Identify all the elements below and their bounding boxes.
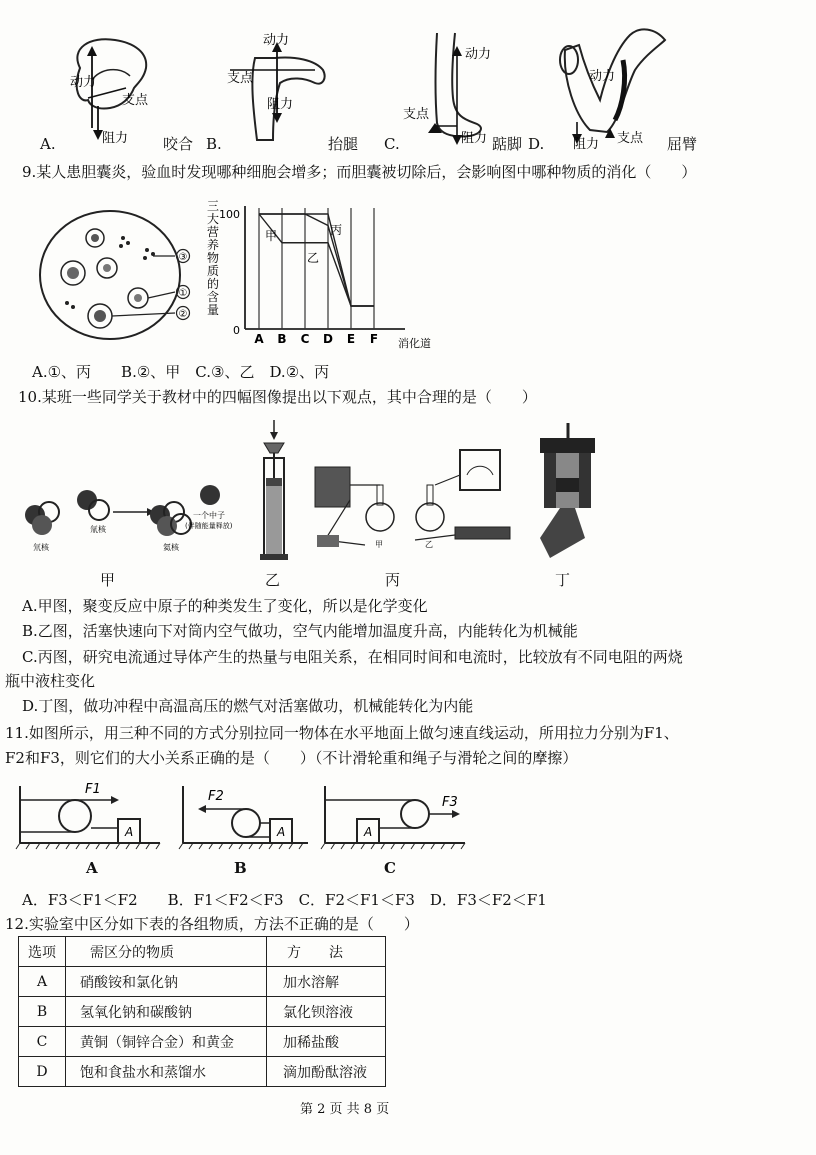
q10-option-d: D.丁图，做功冲程中高温高压的燃气对活塞做功，机械能转化为内能 <box>22 697 474 715</box>
q10-bing-flask-jia: 甲 <box>375 540 383 549</box>
q11-stem-line1: 11.如图所示，用三种不同的方式分别拉同一物体在水平地面上做匀速直线运动，所用拉力分别为F1、 <box>5 724 679 742</box>
q8-a-caption: 咬合 <box>163 135 194 153</box>
q12-table <box>18 936 386 1087</box>
q11-c-force: F3 <box>442 795 458 810</box>
q11-figure-label-c: C <box>384 859 396 877</box>
q8-c-caption: 踮脚 <box>492 135 523 153</box>
q8-b-force-label: 动力 <box>263 33 290 48</box>
q9-cell-label-2: ② <box>178 309 188 320</box>
q9-stem: 9.某人患胆囊炎，验血时发现哪种细胞会增多；而胆囊被切除后，会影响图中哪种物质的消化（ ） <box>22 163 697 181</box>
q10-jia-label-5: (伴随能量释放) <box>185 522 233 530</box>
q8-c-fulcrum-label: 支点 <box>403 107 430 122</box>
q8-c-load-label: 阻力 <box>461 131 488 146</box>
q9-x-tick-label: E <box>346 332 356 346</box>
q8-figure-d <box>545 20 685 150</box>
q9-series-label: 丙 <box>330 223 343 237</box>
q12-row-c-method: 加稀盐酸 <box>267 1027 386 1057</box>
q10-figure-label-ding: 丁 <box>555 571 571 589</box>
q11-b-force: F2 <box>208 789 224 804</box>
q9-series-label: 甲 <box>265 229 278 243</box>
q10-fig-yi <box>252 418 297 563</box>
q8-b-letter: B. <box>206 135 222 153</box>
q10-jia-label-2: 氚核 <box>90 525 106 534</box>
q8-d-caption: 屈臂 <box>667 135 698 153</box>
q12-stem: 12.实验室中区分如下表的各组物质，方法不正确的是（ ） <box>5 915 419 933</box>
q11-options: A．F3＜F1＜F2 B．F1＜F2＜F3 C．F2＜F1＜F3 D．F3＜F2＜F1 <box>22 891 547 909</box>
q9-x-tick-label: A <box>254 332 264 346</box>
q8-b-fulcrum-label: 支点 <box>227 71 254 86</box>
q10-stem: 10.某班一些同学关于教材中的四幅图像提出以下观点，其中合理的是（ ） <box>18 388 537 406</box>
q10-jia-label-1: 氘核 <box>33 543 49 552</box>
q10-fig-ding <box>530 418 605 563</box>
q8-a-load-label: 阻力 <box>102 131 129 146</box>
q11-a-force: F1 <box>85 782 101 797</box>
q12-row-b-method: 氯化钡溶液 <box>267 997 386 1027</box>
q9-x-tick-label: C <box>300 332 310 346</box>
page-footer: 第 2 页 共 8 页 <box>300 1102 390 1117</box>
q12-header-substances: 需区分的物质 <box>66 937 267 967</box>
q12-row-a-substances: 硝酸铵和氯化钠 <box>66 967 267 997</box>
q10-option-c: C.丙图，研究电流通过导体产生的热量与电阻关系，在相同时间和电流时，比较放有不同电阻的两烧 <box>22 648 683 666</box>
q8-c-letter: C. <box>384 135 400 153</box>
q11-figure-label-a: A <box>86 859 98 877</box>
q10-figure-label-bing: 丙 <box>385 571 401 589</box>
q8-c-force-label: 动力 <box>465 47 492 62</box>
q9-x-end-label: 消化道 <box>398 337 431 350</box>
q11-b-block: A <box>277 825 286 839</box>
q12-header-option: 选项 <box>19 937 66 967</box>
q10-option-c-continued: 瓶中液柱变化 <box>5 672 96 690</box>
q12-header-method: 方 法 <box>267 937 386 967</box>
q10-fig-jia <box>15 470 260 565</box>
q9-digestion-chart <box>195 192 431 352</box>
q8-figure-c <box>395 28 505 153</box>
q9-y-tick-100: 100 <box>219 208 240 221</box>
q9-y-axis-label: 三大营养物质的含量 <box>207 199 220 317</box>
q12-row-c-substances: 黄铜（铜锌合金）和黄金 <box>66 1027 267 1057</box>
q8-d-load-label: 阻力 <box>573 137 600 152</box>
q11-stem-line2: F2和F3，则它们的大小关系正确的是（ ）（不计滑轮重和绳子与滑轮之间的摩擦） <box>5 749 578 767</box>
q9-x-tick-label: F <box>369 332 379 346</box>
q9-cell-label-1: ① <box>178 288 188 299</box>
q9-y-tick-0: 0 <box>233 324 240 337</box>
q10-option-a: A.甲图，聚变反应中原子的种类发生了变化，所以是化学变化 <box>22 597 428 615</box>
q8-a-fulcrum-label: 支点 <box>122 93 149 108</box>
q10-bing-flask-yi: 乙 <box>425 540 433 549</box>
table-row <box>19 1027 386 1057</box>
q12-row-a-method: 加水溶解 <box>267 967 386 997</box>
q8-figure-b <box>215 28 345 153</box>
q11-figure-label-b: B <box>234 859 247 877</box>
q12-row-b-substances: 氢氧化钠和碳酸钠 <box>66 997 267 1027</box>
q8-b-caption: 抬腿 <box>328 135 359 153</box>
q8-a-letter: A. <box>40 135 56 153</box>
q8-d-force-label: 动力 <box>589 69 616 84</box>
q8-b-load-label: 阻力 <box>267 97 294 112</box>
q10-figure-label-yi: 乙 <box>265 571 281 589</box>
q11-a-block: A <box>125 825 134 839</box>
q9-x-tick-label: D <box>323 332 333 346</box>
q8-d-letter: D. <box>528 135 545 153</box>
q12-table-header <box>19 937 386 967</box>
q12-row-b-option: B <box>19 997 66 1027</box>
q9-blood-smear <box>35 208 210 343</box>
table-row <box>19 997 386 1027</box>
table-row <box>19 967 386 997</box>
q10-jia-label-4: 一个中子 <box>193 511 225 520</box>
q9-cell-label-3: ③ <box>178 252 188 263</box>
q10-fig-bing <box>305 445 520 560</box>
q12-row-a-option: A <box>19 967 66 997</box>
q9-x-tick-label: B <box>277 332 287 346</box>
q12-row-c-option: C <box>19 1027 66 1057</box>
q12-row-d-method: 滴加酚酞溶液 <box>267 1057 386 1087</box>
q10-figure-label-jia: 甲 <box>100 571 116 589</box>
q11-c-block: A <box>364 825 373 839</box>
q12-row-d-option: D <box>19 1057 66 1087</box>
q9-options: A.①、丙 B.②、甲 C.③、乙 D.②、丙 <box>32 363 330 381</box>
q10-jia-label-3: 氦核 <box>163 543 179 552</box>
q9-series-label: 乙 <box>307 251 320 265</box>
table-row <box>19 1057 386 1087</box>
q8-a-force-label: 动力 <box>70 75 97 90</box>
q8-d-fulcrum-label: 支点 <box>617 131 644 146</box>
q12-row-d-substances: 饱和食盐水和蒸馏水 <box>66 1057 267 1087</box>
q10-option-b: B.乙图，活塞快速向下对筒内空气做功，空气内能增加温度升高，内能转化为机械能 <box>22 622 578 640</box>
